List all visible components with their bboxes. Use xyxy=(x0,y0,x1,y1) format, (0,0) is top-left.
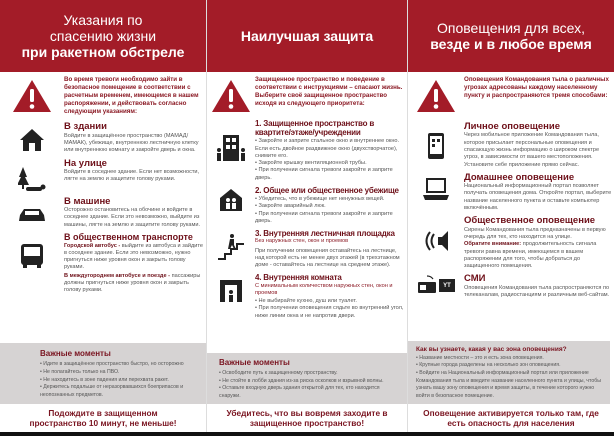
alert-zone-box xyxy=(408,341,610,404)
section-title: В машине xyxy=(64,195,111,207)
inner-room-icon xyxy=(219,279,243,303)
section-title: Домашнее оповещение xyxy=(464,171,575,183)
mobile-phone-icon xyxy=(427,132,445,160)
section-title: На улице xyxy=(64,157,107,169)
intro-row xyxy=(207,76,407,114)
city-bus-label: Городской автобус - xyxy=(64,242,121,249)
section-shelter xyxy=(207,186,407,225)
column-header xyxy=(207,0,407,72)
section-text: Войдите в защищённое пространство (МАМАД/МАМАК), убежище, внутреннюю лестничную клетку или внутреннюю комнату и закройте дверь и окна. xyxy=(64,132,199,154)
intro-row xyxy=(0,76,206,116)
section-public-transport xyxy=(0,233,206,295)
bottom-callout: Подождите в защищенном пространство 10 минут, не меньше! xyxy=(29,408,177,429)
important-item: • Не стойте в лобби здания из-за риска осколков и взрывной волны. xyxy=(219,377,384,384)
section-media xyxy=(408,274,614,299)
column-best-protection xyxy=(207,0,407,432)
section-title: Общественное оповещение xyxy=(464,215,596,227)
section-title: В общественном транспорте xyxy=(64,231,193,242)
section-title: 1. Защищенное пространство в квартите/этаже/учреждении xyxy=(255,119,375,138)
intro-text: Оповещения Командования тыла о различных угрозах адресованы каждому населенному пункту и распространяются тремя способами: xyxy=(464,76,609,100)
note-label: Обратите внимание: xyxy=(464,241,522,248)
intro-text: Защищенное пространство и поведение в соответствии с инструкциями – спасают жизнь. Выберите своё защищенное пространство исходя из следующего приоритета: xyxy=(255,76,403,108)
header-bold: везде и в любое время xyxy=(430,36,592,52)
section-text: • Не выбирайте кухню, душ или туалет. • При получении оповещения сядьте во внутренний угол, ниже линии окна и не напротив двери. xyxy=(255,298,404,319)
section-text: Оповещения Командования тыла распространяются по телеканалам, радиостанциям и различным веб-сайтам. xyxy=(464,284,610,298)
intro-row xyxy=(408,76,614,114)
section-home-alert xyxy=(408,173,614,213)
building-people-icon xyxy=(215,133,247,163)
important-title: Важные моменты xyxy=(219,357,290,367)
radio-icon xyxy=(417,274,437,294)
section-text: Национальный информационный портал позволяет получать оповещения дома. Откройте портал, выберите название населенного пункта и оставьте компьютер включённым. xyxy=(464,183,612,211)
stairs-person-icon xyxy=(217,233,245,261)
section-title: 3. Внутренняя лестничная площадка xyxy=(255,229,395,239)
laptop-icon xyxy=(422,177,450,201)
warning-icon xyxy=(211,78,251,114)
section-text: Осторожно остановитесь на обочине и войдите в соседнее здание. Если это невозможно, выйдите из машины, лягте на землю и защитите голову руками. xyxy=(64,206,201,228)
important-item: • Идите в защищённое пространство быстро, но осторожно xyxy=(40,361,184,368)
bottom-callout: Оповещение активируется только там, где есть опасность для населения xyxy=(423,408,599,429)
important-item: • Держитесь подальше от неразорвавшихся боеприпасов и неопознанных предметов. xyxy=(40,384,184,398)
section-text: Войдите в соседнее здание. Если нет возможности, лягте на землю и защитите голову руками. xyxy=(64,168,200,183)
column-header xyxy=(408,0,614,72)
column-body xyxy=(408,76,614,432)
section-street xyxy=(0,159,206,193)
header-bold: Наилучшая защита xyxy=(240,27,374,44)
section-text: выйдите из автобуса и зайдите в соседнее здание. Если это невозможно, нужно пригнуться ниже уровня окон и закрыть голову руками. xyxy=(64,242,204,271)
column-header xyxy=(0,0,206,72)
column-body xyxy=(0,76,206,432)
important-item: • Крупные города разделены на несколько зон оповещения. xyxy=(416,362,561,369)
section-text: Через мобильное приложение Командования тыла, которое присылает персональные оповещения и спасающую жизнь информацию о широком спектре угроз, в зависимости от вашего местоположения. Установите себе приложение прямо сейчас. xyxy=(464,132,600,168)
warning-icon xyxy=(12,78,52,114)
header-line: спасению жизни xyxy=(49,27,157,44)
section-subtitle: С минимальным количеством наружных стен, окон и проемов xyxy=(255,282,393,296)
intercity-label: В междугороднем автобусе и поезде - xyxy=(64,272,171,279)
header-line: Оповещения для всех, xyxy=(437,19,585,36)
tv-icon xyxy=(439,279,455,292)
column-alerts xyxy=(408,0,614,432)
column-missile-instructions xyxy=(0,0,206,432)
bottom-callout: Убедитесь, что вы вовремя заходите в защищенное пространство! xyxy=(226,408,388,429)
important-box xyxy=(207,353,407,404)
section-title: 2. Общее или общественное убежище xyxy=(255,185,399,195)
column-body xyxy=(207,76,407,432)
house-icon xyxy=(19,128,45,152)
section-inner-room xyxy=(207,273,407,320)
car-icon xyxy=(18,207,46,223)
header-bold: при ракетном обстреле xyxy=(21,44,185,61)
header-line: Указания по xyxy=(63,11,143,28)
section-subtitle: Без наружных стен, окон и проемов xyxy=(255,238,349,245)
bus-icon xyxy=(20,243,44,269)
section-text: Сирены Командования тыла предназначены в первую очередь для тех, кто находится на улице. xyxy=(464,226,606,240)
important-title: Важные моменты xyxy=(40,349,111,359)
shelter-icon xyxy=(219,188,243,212)
footer-bar xyxy=(0,432,614,436)
section-title: 4. Внутренняя комната xyxy=(255,273,342,283)
person-lying-outdoors-icon xyxy=(18,165,46,193)
important-item: • Освободите путь к защищенному пространству. xyxy=(219,369,338,376)
intro-text: Во время тревоги необходимо зайти в безопасное помещение в соответствии с расчетным временем, имеющемся в нашем распоряжении, и действовать согласно следующим указаниям: xyxy=(64,76,199,116)
important-title: Как вы узнаете, какая у вас зона оповещения? xyxy=(416,345,567,353)
section-text: продолжительность сигнала тревоги равна времени, имеющемся в вашем распоряжении для того, чтобы добраться до защищенного помещения. xyxy=(464,241,597,270)
section-public-alert xyxy=(408,216,614,270)
tv-label: YT xyxy=(443,282,451,289)
warning-icon xyxy=(416,78,456,114)
important-item: • Не полагайтесь только на ПВО. xyxy=(40,368,120,375)
section-text: • Убедитесь, что в убежище нет ненужных вещей. • Закройте аварийный люк. • При получении сигнала тревоги закройте и заприте дверь. xyxy=(255,196,393,224)
section-title: СМИ xyxy=(464,273,486,285)
section-building xyxy=(0,122,206,154)
section-text: пассажиры должны пригнуться ниже уровня окон и закрыть голову руками. xyxy=(64,272,201,294)
important-box xyxy=(0,343,206,404)
section-text: При получении оповещения оставайтесь на лестнице, над которой есть не менее двух этажей (в трехэтажном доме - оставайтесь на лестнице на среднем этаже). xyxy=(255,247,400,269)
section-car xyxy=(0,197,206,229)
section-personal-alert xyxy=(408,122,614,169)
important-item: • Войдите на Национальный информационный портал или приложение Командования тыла и введите название населенного пункта и улицы, чтобы узнать вашу зону оповещения и время защиты, в течение которого нужно войти в безопасное помещение. xyxy=(416,369,601,399)
important-item: • Не находитесь в зоне падения или перехвата ракет. xyxy=(40,376,169,383)
section-title: Личное оповещение xyxy=(464,121,560,132)
section-title: В здании xyxy=(64,121,107,133)
section-protected-space xyxy=(207,119,407,182)
section-text: • Закройте и заприте стальное окно и внутреннее окно. Если есть двойное раздвижное окно (двухстворчатое), снимите его. • Закройте крышку вентиляционной трубы. • При получении сигнала тревоги закройте и заприте дверь. xyxy=(255,138,400,181)
important-item: • Оставьте входную дверь здания открытой для тех, кто находится снаружи. xyxy=(219,385,380,399)
section-stairwell xyxy=(207,229,407,269)
important-item: • Название местности – это и есть зона оповещения. xyxy=(416,354,544,361)
siren-speaker-icon xyxy=(422,230,450,252)
